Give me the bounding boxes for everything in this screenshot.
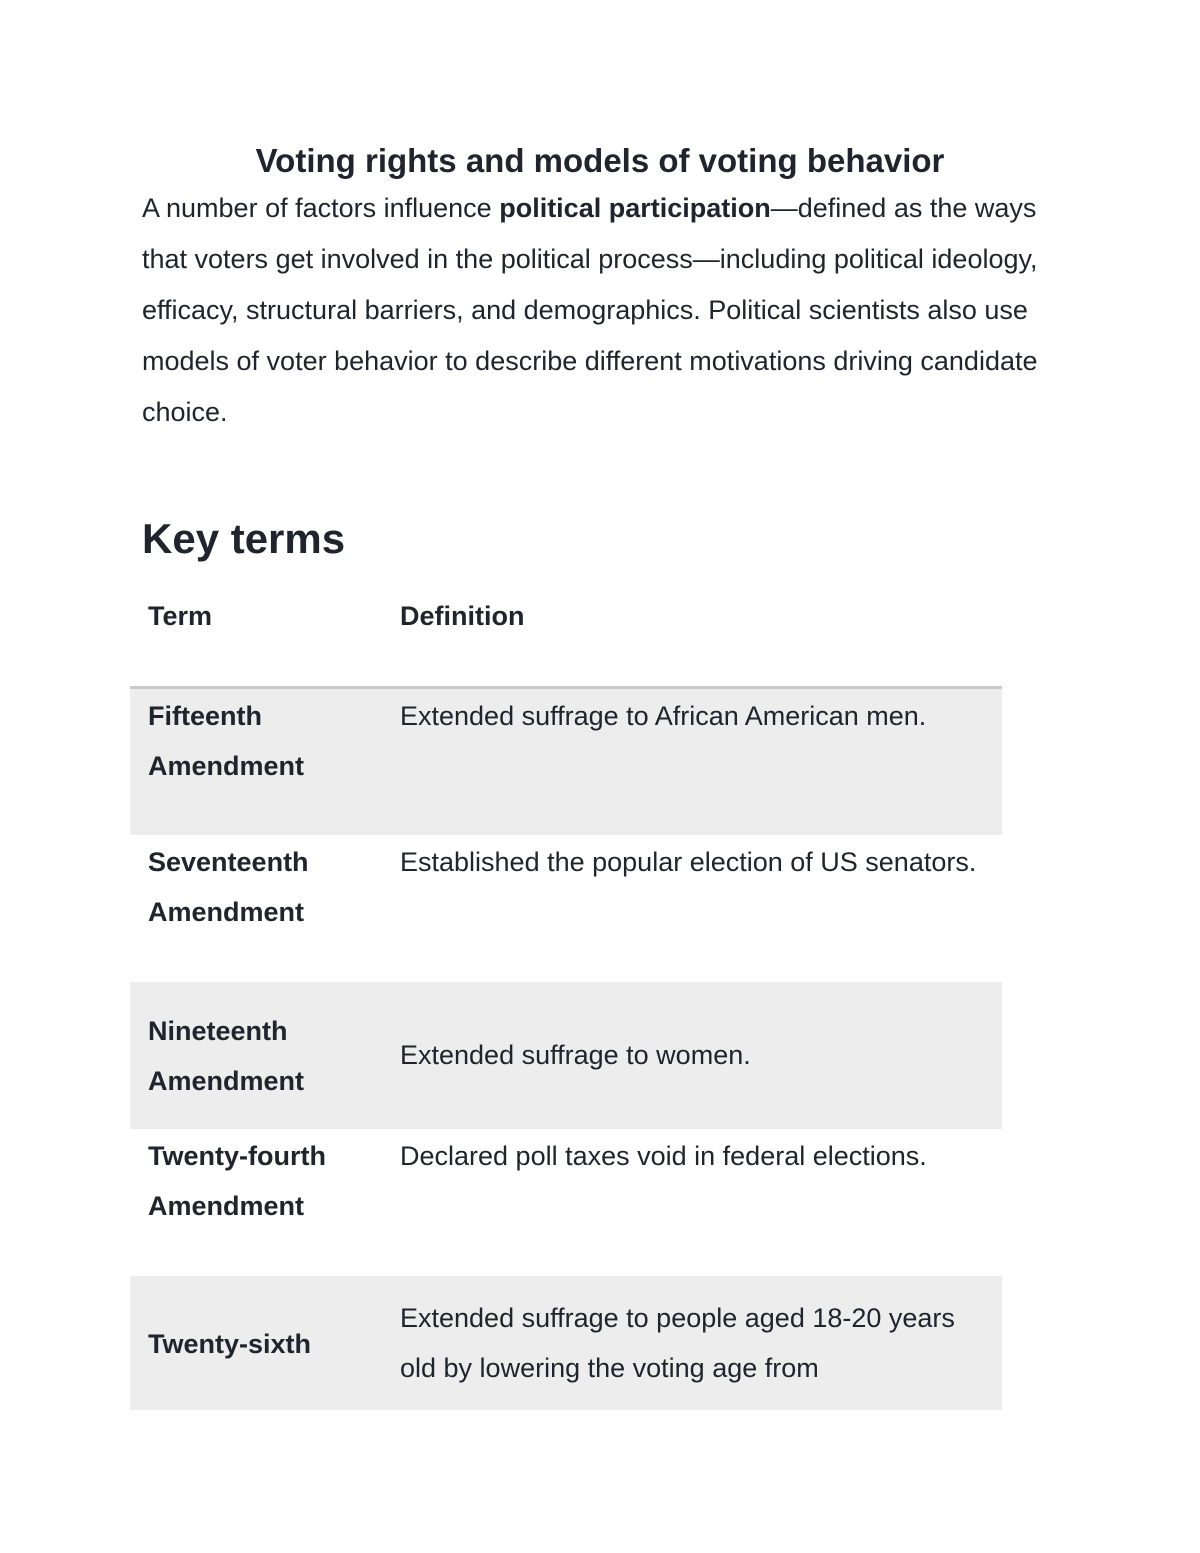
definition-cell: Extended suffrage to people aged 18-20 years old by lowering the voting age from	[400, 1302, 955, 1383]
key-terms-table	[130, 588, 1002, 1410]
key-terms-heading: Key terms	[142, 515, 346, 562]
term-cell: Twenty-fourth Amendment	[148, 1140, 326, 1221]
intro-paragraph	[142, 183, 1062, 438]
term-cell: Nineteenth Amendment	[148, 1016, 305, 1096]
table-row	[130, 1129, 1002, 1276]
table-row	[130, 835, 1002, 982]
table-row	[130, 1276, 1002, 1410]
term-cell: Twenty-sixth	[148, 1328, 312, 1359]
document-title: Voting rights and models of voting behavior	[255, 142, 945, 179]
table-row	[130, 688, 1002, 835]
definition-cell: Established the popular election of US senators.	[400, 846, 977, 877]
table-header-row	[130, 588, 1002, 688]
term-cell: Seventeenth Amendment	[148, 846, 309, 927]
table-row	[130, 982, 1002, 1129]
definition-cell: Extended suffrage to African American men.	[400, 701, 927, 731]
intro-bold-term: political participation	[499, 193, 771, 223]
definition-cell: Extended suffrage to women.	[400, 1040, 751, 1070]
column-header-definition: Definition	[400, 588, 1002, 688]
intro-text-end: —defined as the ways that voters get involved in the political process—including political ideology, efficacy, structural barriers, and demographics. Political scientists also use models of voter behavior to describe different motivations driving candidate choice.	[142, 193, 1038, 427]
column-header-term: Term	[130, 588, 400, 688]
definition-cell: Declared poll taxes void in federal elections.	[400, 1140, 927, 1171]
intro-text-start: A number of factors influence	[142, 193, 500, 223]
term-cell: Fifteenth Amendment	[148, 701, 305, 781]
